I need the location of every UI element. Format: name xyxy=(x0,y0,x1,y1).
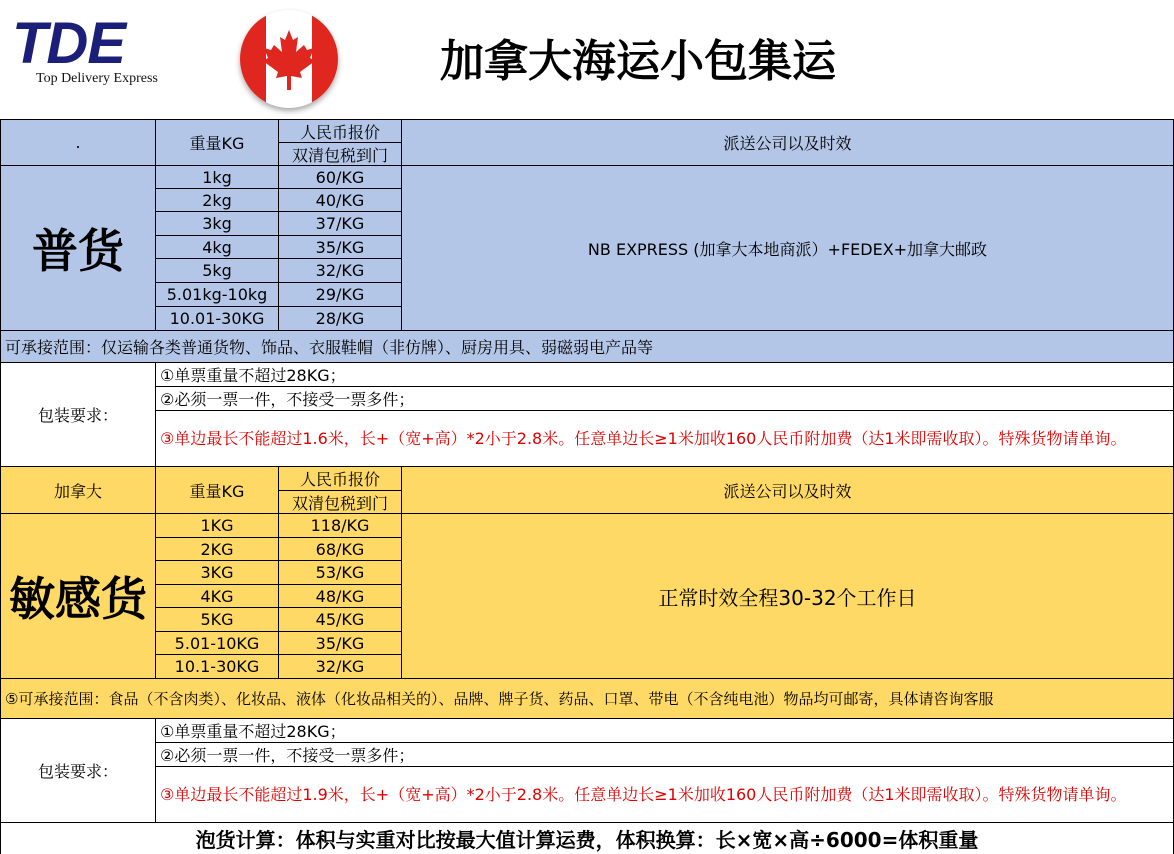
sensitive-weight-header: 重量KG xyxy=(155,466,279,514)
general-req-1: ①单票重量不超过28KG； xyxy=(155,362,1174,387)
rate-weight: 3kg xyxy=(155,211,279,236)
sensitive-corner-cell: 加拿大 xyxy=(0,466,156,514)
sensitive-price-header-top: 人民币报价 xyxy=(278,466,402,491)
rate-weight: 10.01-30KG xyxy=(155,306,279,331)
logo: TDE xyxy=(12,11,125,76)
rate-weight: 5.01kg-10kg xyxy=(155,282,279,307)
rate-price: 48/KG xyxy=(278,584,402,608)
rate-price: 53/KG xyxy=(278,560,402,585)
sensitive-rates-table xyxy=(155,513,402,679)
general-category-label: 普货 xyxy=(0,165,156,331)
footer-note: 泡货计算：体积与实重对比按最大值计算运费，体积换算：长×宽×高÷6000=体积重量 xyxy=(0,822,1174,854)
general-rates-table xyxy=(155,165,402,331)
header xyxy=(0,0,1174,119)
rate-price: 32/KG xyxy=(278,258,402,283)
rate-weight: 5KG xyxy=(155,607,279,632)
rate-weight: 3KG xyxy=(155,560,279,585)
general-req-2: ②必须一票一件，不接受一票多件； xyxy=(155,386,1174,411)
logo-subtitle: Top Delivery Express xyxy=(36,71,158,86)
sensitive-packing-label: 包装要求： xyxy=(0,718,156,823)
page-title: 加拿大海运小包集运 xyxy=(440,36,836,87)
sensitive-service-header: 派送公司以及时效 xyxy=(401,466,1174,514)
rate-price: 60/KG xyxy=(278,165,402,189)
general-service-header: 派送公司以及时效 xyxy=(401,119,1174,166)
rate-weight: 2kg xyxy=(155,188,279,212)
sensitive-category-label: 敏感货 xyxy=(0,513,156,679)
rate-price: 45/KG xyxy=(278,607,402,632)
rate-weight: 1KG xyxy=(155,513,279,538)
rate-weight: 2KG xyxy=(155,537,279,561)
rate-price: 40/KG xyxy=(278,188,402,212)
rate-weight: 4KG xyxy=(155,584,279,608)
sensitive-service-text: 正常时效全程30-32个工作日 xyxy=(401,513,1174,679)
general-price-header-top: 人民币报价 xyxy=(278,119,402,143)
general-service-text: NB EXPRESS (加拿大本地商派）+FEDEX+加拿大邮政 xyxy=(401,165,1174,331)
general-weight-header: 重量KG xyxy=(155,119,279,166)
rate-weight: 10.1-30KG xyxy=(155,654,279,679)
general-req-3: ③单边最长不能超过1.6米，长+（宽+高）*2小于2.8米。任意单边长≥1米加收160人民币附加费（达1米即需收取）。特殊货物请单询。 xyxy=(155,410,1174,467)
rate-price: 32/KG xyxy=(278,654,402,679)
rate-price: 118/KG xyxy=(278,513,402,538)
rate-weight: 5kg xyxy=(155,258,279,283)
general-scope: 可承接范围：仅运输各类普通货物、饰品、衣服鞋帽（非仿牌）、厨房用具、弱磁弱电产品等 xyxy=(0,330,1174,363)
sensitive-req-2: ②必须一票一件，不接受一票多件； xyxy=(155,742,1174,767)
sensitive-price-header-bottom: 双清包税到门 xyxy=(278,490,402,514)
rate-price: 37/KG xyxy=(278,211,402,236)
rate-price: 28/KG xyxy=(278,306,402,331)
sensitive-scope: ⑤可承接范围：食品（不含肉类）、化妆品、液体（化妆品相关的）、品牌、牌子货、药品、口罩、带电（不含纯电池）物品均可邮寄，具体请咨询客服 xyxy=(0,678,1174,719)
rate-price: 29/KG xyxy=(278,282,402,307)
canada-flag-icon xyxy=(240,10,338,108)
rate-price: 68/KG xyxy=(278,537,402,561)
general-corner-cell: . xyxy=(0,119,156,166)
rate-weight: 1kg xyxy=(155,165,279,189)
sensitive-req-3: ③单边最长不能超过1.9米，长+（宽+高）*2小于2.8米。任意单边长≥1米加收160人民币附加费（达1米即需收取）。特殊货物请单询。 xyxy=(155,766,1174,823)
rate-weight: 5.01-10KG xyxy=(155,631,279,655)
general-price-header-bottom: 双清包税到门 xyxy=(278,142,402,166)
sensitive-req-1: ①单票重量不超过28KG； xyxy=(155,718,1174,743)
rate-price: 35/KG xyxy=(278,631,402,655)
general-packing-label: 包装要求： xyxy=(0,362,156,467)
rate-weight: 4kg xyxy=(155,235,279,259)
rate-price: 35/KG xyxy=(278,235,402,259)
